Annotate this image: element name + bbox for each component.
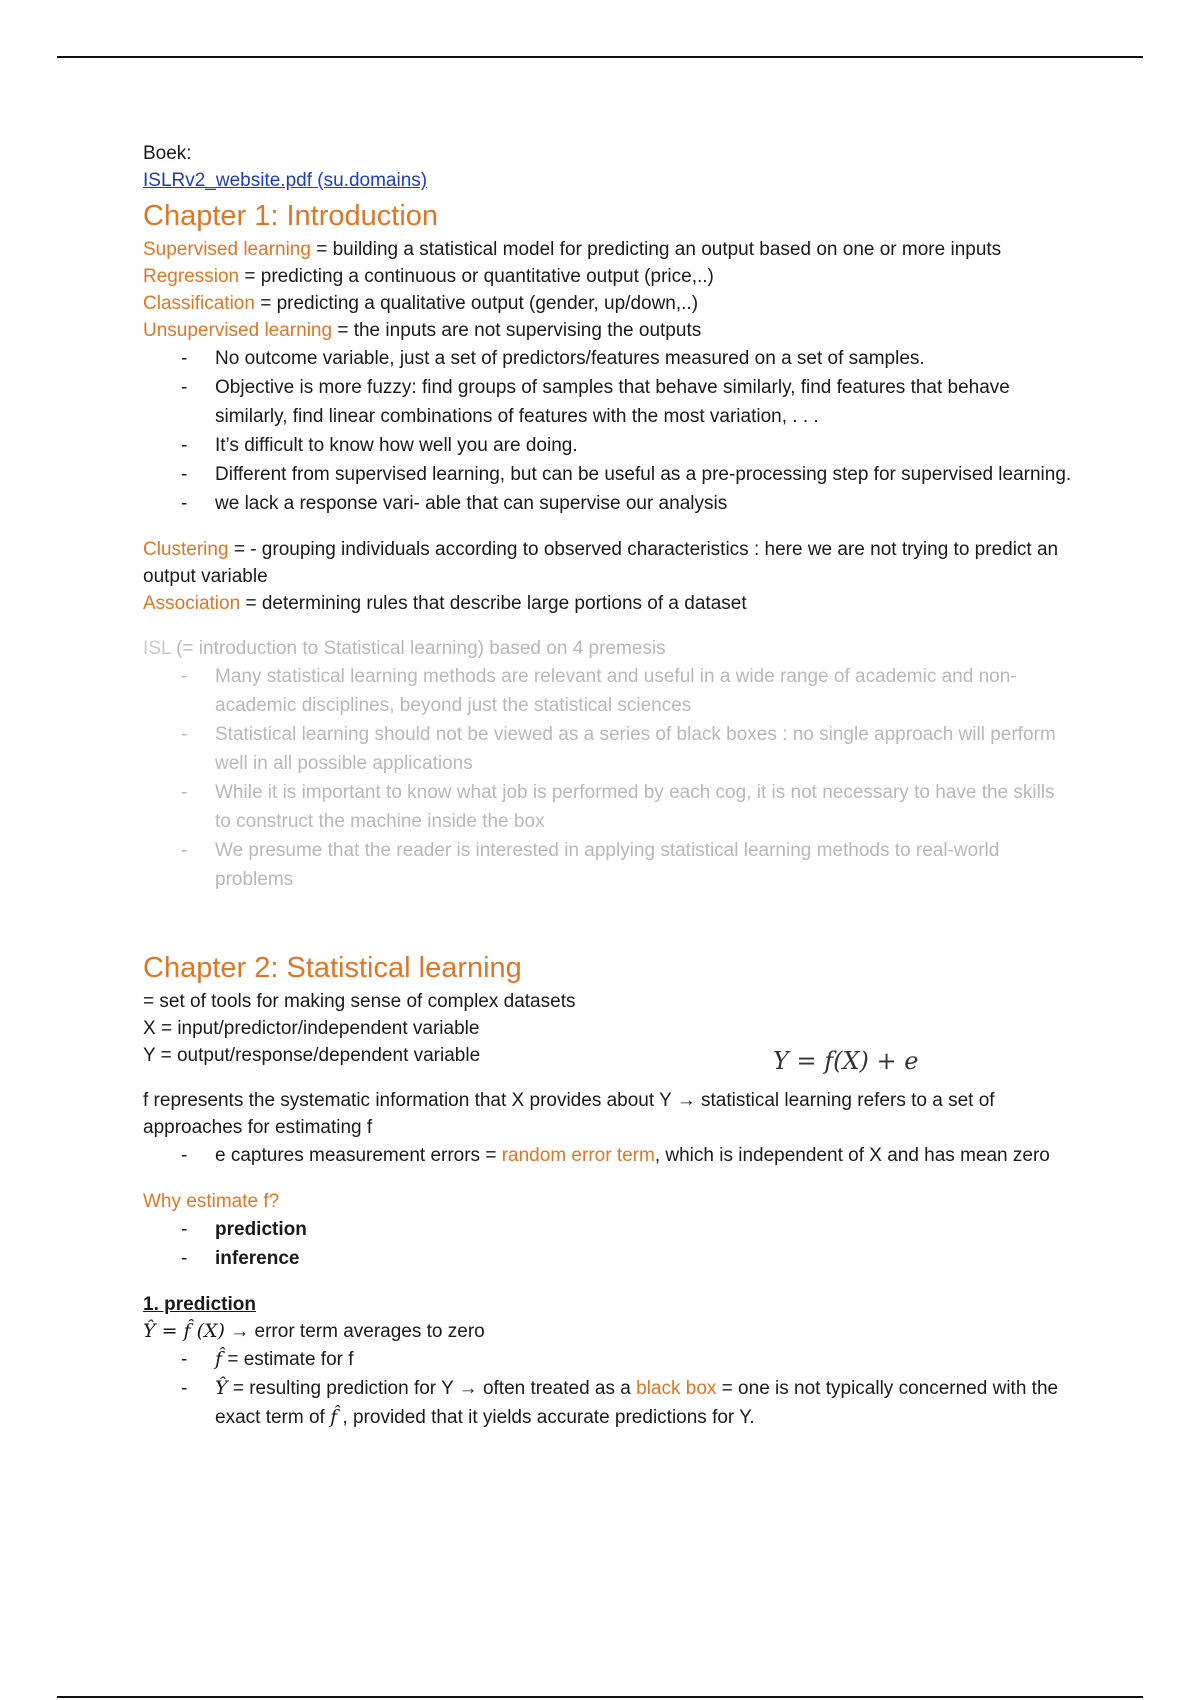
isl-premises-section [143,635,1073,894]
prediction-points [143,1345,1073,1432]
association-definition: Association = determining rules that describe large portions of a dataset [143,593,747,614]
list-item: - we lack a response vari- able that can supervise our analysis [181,493,728,514]
prediction-title: 1. prediction [143,1294,256,1315]
term-classification: Classification [143,293,255,314]
term-clustering: Clustering [143,539,229,560]
clustering-definition: Clustering = - grouping individuals according to observed characteristics : here we are not trying to predict an output variable [143,539,1059,587]
unsupervised-points [143,344,1073,518]
isl-points [143,662,1073,894]
list-item: - While it is important to know what job is performed by each cog, it is not necessary to have the skills to construct the machine inside the box [181,782,1055,832]
term-supervised-learning: Supervised learning [143,239,311,260]
list-item: - It’s difficult to know how well you are doing. [181,435,578,456]
ch2-line-1: = set of tools for making sense of complex datasets [143,991,576,1012]
regression-definition: Regression = predicting a continuous or quantitative output (price,..) [143,266,714,287]
bottom-rule [57,1696,1143,1698]
term-association: Association [143,593,241,614]
unsupervised-definition: Unsupervised learning = the inputs are not supervising the outputs [143,320,702,341]
ch2-line-2: X = input/predictor/independent variable [143,1018,480,1039]
list-item: - Different from supervised learning, but can be useful as a pre-processing step for supervised learning. [181,464,1072,485]
list-item: - Ŷ = resulting prediction for Y → often treated as a black box = one is not typically concerned with the exact term of f̂ , provided that it yields accurate predictions for Y. [181,1377,1059,1428]
term-black-box: black box [636,1378,717,1399]
document-body [143,140,1073,1432]
formula-row [143,1042,1073,1075]
why-items [143,1215,1073,1273]
term-unsupervised-learning: Unsupervised learning [143,320,333,341]
list-item: - Many statistical learning methods are relevant and useful in a wide range of academic and non-academic disciplines, beyond just the statistical sciences [181,666,1017,716]
term-isl: ISL [143,638,171,659]
list-item: - No outcome variable, just a set of predictors/features measured on a set of samples. [181,348,925,369]
book-link[interactable]: ISLRv2_website.pdf (su.domains) [143,170,428,191]
why-estimate-title: Why estimate f? [143,1191,280,1212]
list-item: - f̂ = estimate for f [181,1348,354,1370]
term-regression: Regression [143,266,240,287]
list-item: - Objective is more fuzzy: find groups of samples that behave similarly, find features that behave similarly, find linear combinations of features with the most variation, . . . [181,377,1010,427]
supervised-definition: Supervised learning = building a statistical model for predicting an output based on one or more inputs [143,239,1002,260]
list-item: - Statistical learning should not be viewed as a series of black boxes : no single approach will perform well in all possible applications [181,724,1056,774]
chapter-2-title: Chapter 2: Statistical learning [143,952,522,984]
classification-definition: Classification = predicting a qualitative output (gender, up/down,..) [143,293,699,314]
term-random-error: random error term [501,1145,655,1166]
isl-definition: ISL (= introduction to Statistical learning) based on 4 premesis [143,638,666,659]
f-description: f represents the systematic information that X provides about Y → statistical learning refers to a set of approaches for estimating f [143,1090,995,1138]
e-points [143,1141,1073,1170]
model-formula: Y = f(X) + e [773,1047,919,1075]
list-item: - prediction [181,1219,307,1240]
list-item: - inference [181,1248,300,1269]
prediction-equation: Ŷ = f̂ (X) → error term averages to zero [143,1320,485,1342]
list-item: - e captures measurement errors = random error term, which is independent of X and has mean zero [181,1145,1050,1166]
chapter-1-title: Chapter 1: Introduction [143,200,439,232]
list-item: - We presume that the reader is interested in applying statistical learning methods to real-world problems [181,840,1000,890]
top-rule [57,56,1143,58]
ch2-line-3: Y = output/response/dependent variable [143,1045,481,1066]
book-label: Boek: [143,143,192,164]
